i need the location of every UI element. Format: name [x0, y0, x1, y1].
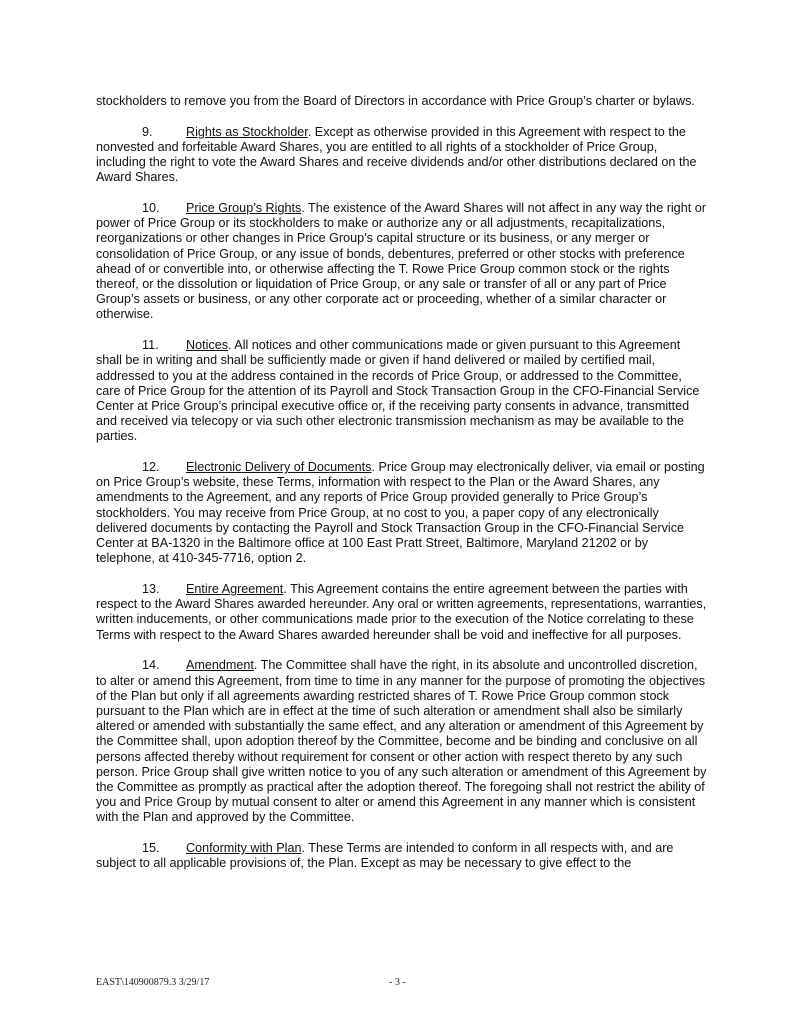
section-number: 11.	[142, 338, 159, 353]
section-10	[96, 201, 708, 323]
section-heading: Price Group’s Rights	[186, 201, 302, 216]
section-text: . All notices and other communications made or given pursuant to this Agreement shall be in writing and shall be sufficiently made or given if hand delivered or mailed by certified mail, addressed to you at the address contained in the records of Price Group, or addressed to the Committee, care of Price Group for the attention of its Payroll and Stock Transaction Group in the CFO-Financial Service Center at Price Group’s principal executive office or, if the receiving party consents in advance, transmitted and received via telecopy or via such other electronic transmission mechanism as may be available to the parties.	[96, 338, 700, 444]
section-heading: Conformity with Plan	[186, 841, 302, 856]
section-heading: Amendment	[186, 658, 254, 673]
section-text: . Price Group may electronically deliver, via email or posting on Price Group’s website, these Terms, information with respect to the Plan or the Award Shares, any amendments to the Agreement, and any reports of Price Group provided generally to Price Group’s stockholders. You may receive from Price Group, at no cost to you, a paper copy of any electronically delivered documents by contacting the Payroll and Stock Transaction Group in the CFO-Financial Service Center at BA-1320 in the Baltimore office at 100 East Pratt Street, Baltimore, Maryland 21202 or by telephone, at 410-345-7716, option 2.	[96, 460, 705, 566]
section-text: . The Committee shall have the right, in its absolute and uncontrolled discretion, to alter or amend this Agreement, from time to time in any manner for the purpose of promoting the objectives of the Plan but only if all agreements awarding restricted shares of T. Rowe Price Group common stock pursuant to the Plan which are in effect at the time of such alteration or amendment shall also be similarly altered or amended with substantially the same effect, and any alteration or amendment of this Agreement by the Committee shall, upon adoption thereof by the Committee, become and be binding and conclusive on all persons affected thereby without requirement for consent or other action with respect thereto by any such person. Price Group shall give written notice to you of any such alteration or amendment of this Agreement by the Committee as promptly as practical after the adoption thereof. The foregoing shall not restrict the ability of you and Price Group by mutual consent to alter or amend this Agreement in any manner which is consistent with the Plan and approved by the Committee.	[96, 658, 707, 825]
section-text: . This Agreement contains the entire agreement between the parties with respect to the Award Shares awarded hereunder. Any oral or written agreements, representations, warranties, written inducements, or other communications made prior to the execution of the Notice correlating to these Terms with respect to the Award Shares awarded hereunder shall be void and ineffective for all purposes.	[96, 581, 707, 642]
section-12	[96, 460, 708, 566]
section-number: 15.	[142, 841, 160, 856]
section-text: . These Terms are intended to conform in all respects with, and are subject to all applicable provisions of, the Plan. Except as may be necessary to give effect to the	[96, 841, 674, 871]
footer-page-number: - 3 -	[389, 977, 406, 988]
intro-paragraph: stockholders to remove you from the Board of Directors in accordance with Price Group’s charter or bylaws.	[96, 94, 695, 108]
section-number: 10.	[142, 201, 160, 216]
section-14	[96, 658, 708, 825]
section-number: 14.	[142, 658, 160, 673]
section-number: 13.	[142, 581, 160, 596]
footer-doc-id: EAST\140900879.3 3/29/17	[96, 977, 210, 988]
section-heading: Rights as Stockholder	[186, 124, 308, 139]
section-number: 9.	[142, 124, 153, 139]
section-11	[96, 338, 708, 444]
section-9	[96, 125, 708, 186]
section-heading: Notices	[186, 338, 228, 353]
section-heading: Electronic Delivery of Documents	[186, 460, 372, 475]
section-heading: Entire Agreement	[186, 581, 284, 596]
section-text: . Except as otherwise provided in this Agreement with respect to the nonvested and forfeitable Award Shares, you are entitled to all rights of a stockholder of Price Group, including the right to vote the Award Shares and receive dividends and/or other distributions declared on the Award Shares.	[96, 124, 697, 185]
section-text: . The existence of the Award Shares will not affect in any way the right or power of Price Group or its stockholders to make or authorize any or all adjustments, recapitalizations, reorganizations or other changes in Price Group’s capital structure or its business, or any merger or consolidation of Price Group, or any issue of bonds, debentures, preferred or other stocks with preference ahead of or convertible into, or otherwise affecting the T. Rowe Price Group common stock or the rights thereof, or the dissolution or liquidation of Price Group, or any sale or transfer of all or any part of Price Group’s assets or business, or any other corporate act or proceeding, whether of a similar character or otherwise.	[96, 201, 706, 322]
section-15	[96, 841, 708, 871]
document-body	[96, 94, 708, 887]
section-number: 12.	[142, 460, 160, 475]
section-13	[96, 582, 708, 643]
